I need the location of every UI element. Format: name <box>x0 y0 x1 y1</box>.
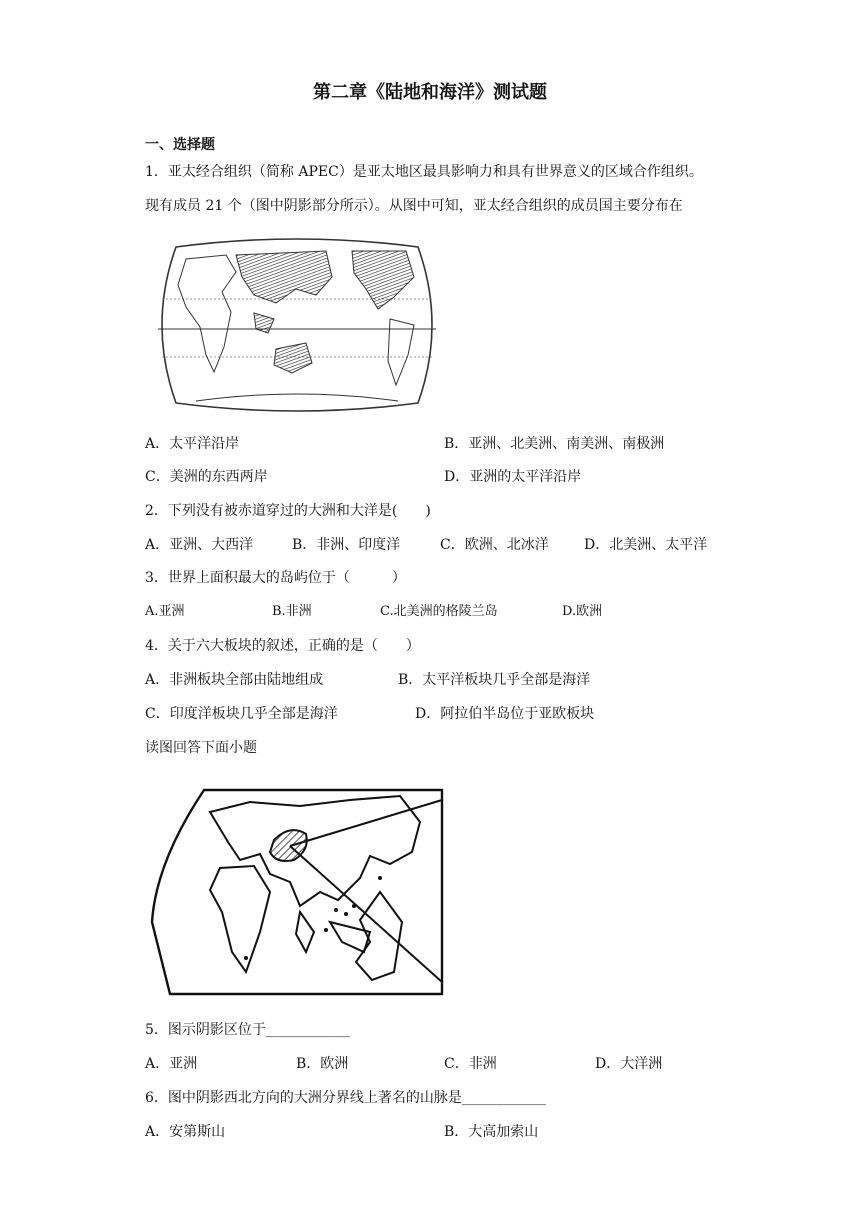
question-4-stem: 4．关于六大板块的叙述，正确的是（ ） <box>145 638 420 654</box>
section-heading: 一、选择题 <box>145 137 215 153</box>
question-1-line-2: 现有成员 21 个（图中阴影部分所示）。从图中可知，亚太经合组织的成员国主要分布在 <box>145 198 683 214</box>
q6-option-a[interactable]: A．安第斯山 <box>145 1124 226 1140</box>
q1-option-d[interactable]: D．亚洲的太平洋沿岸 <box>444 469 582 485</box>
question-3-stem: 3．世界上面积最大的岛屿位于（ ） <box>145 570 406 586</box>
q2-option-a[interactable]: A．亚洲、大西洋 <box>145 537 254 553</box>
question-1-line-1: 1．亚太经合组织（简称 APEC）是亚太地区最具影响力和具有世界意义的区域合作组织。 <box>145 164 703 180</box>
q3-option-b[interactable]: B.非洲 <box>272 604 312 619</box>
q5-option-d[interactable]: D．大洋洲 <box>595 1056 663 1072</box>
question-6-stem: 6．图中阴影西北方向的大洲分界线上著名的山脉是____________ <box>145 1090 546 1106</box>
asia-region-map <box>150 782 450 1002</box>
q3-option-a[interactable]: A.亚洲 <box>145 604 185 619</box>
q4-option-c[interactable]: C．印度洋板块几乎全部是海洋 <box>145 706 338 722</box>
q4-option-a[interactable]: A．非洲板块全部由陆地组成 <box>145 672 324 688</box>
question-5-stem: 5．图示阴影区位于____________ <box>145 1022 350 1038</box>
figure-intro: 读图回答下面小题 <box>145 740 257 756</box>
q6-option-b[interactable]: B．大高加索山 <box>444 1124 539 1140</box>
q5-option-a[interactable]: A．亚洲 <box>145 1056 198 1072</box>
q3-option-c[interactable]: C.北美洲的格陵兰岛 <box>380 604 498 619</box>
q1-option-b[interactable]: B．亚洲、北美洲、南美洲、南极洲 <box>444 436 665 452</box>
q2-option-b[interactable]: B．非洲、印度洋 <box>292 537 401 553</box>
q5-option-c[interactable]: C．非洲 <box>444 1056 497 1072</box>
q5-option-b[interactable]: B．欧洲 <box>296 1056 349 1072</box>
q1-option-c[interactable]: C．美洲的东西两岸 <box>145 469 268 485</box>
q3-option-d[interactable]: D.欧洲 <box>562 604 603 619</box>
apec-world-map <box>156 237 438 413</box>
page-title: 第二章《陆地和海洋》测试题 <box>313 82 547 103</box>
q2-option-c[interactable]: C．欧洲、北冰洋 <box>440 537 549 553</box>
q2-option-d[interactable]: D．北美洲、太平洋 <box>584 537 708 553</box>
q4-option-b[interactable]: B．太平洋板块几乎全部是海洋 <box>398 672 591 688</box>
question-2-stem: 2．下列没有被赤道穿过的大洲和大洋是( ) <box>145 503 431 519</box>
q4-option-d[interactable]: D．阿拉伯半岛位于亚欧板块 <box>415 706 595 722</box>
q1-option-a[interactable]: A．太平洋沿岸 <box>145 436 240 452</box>
